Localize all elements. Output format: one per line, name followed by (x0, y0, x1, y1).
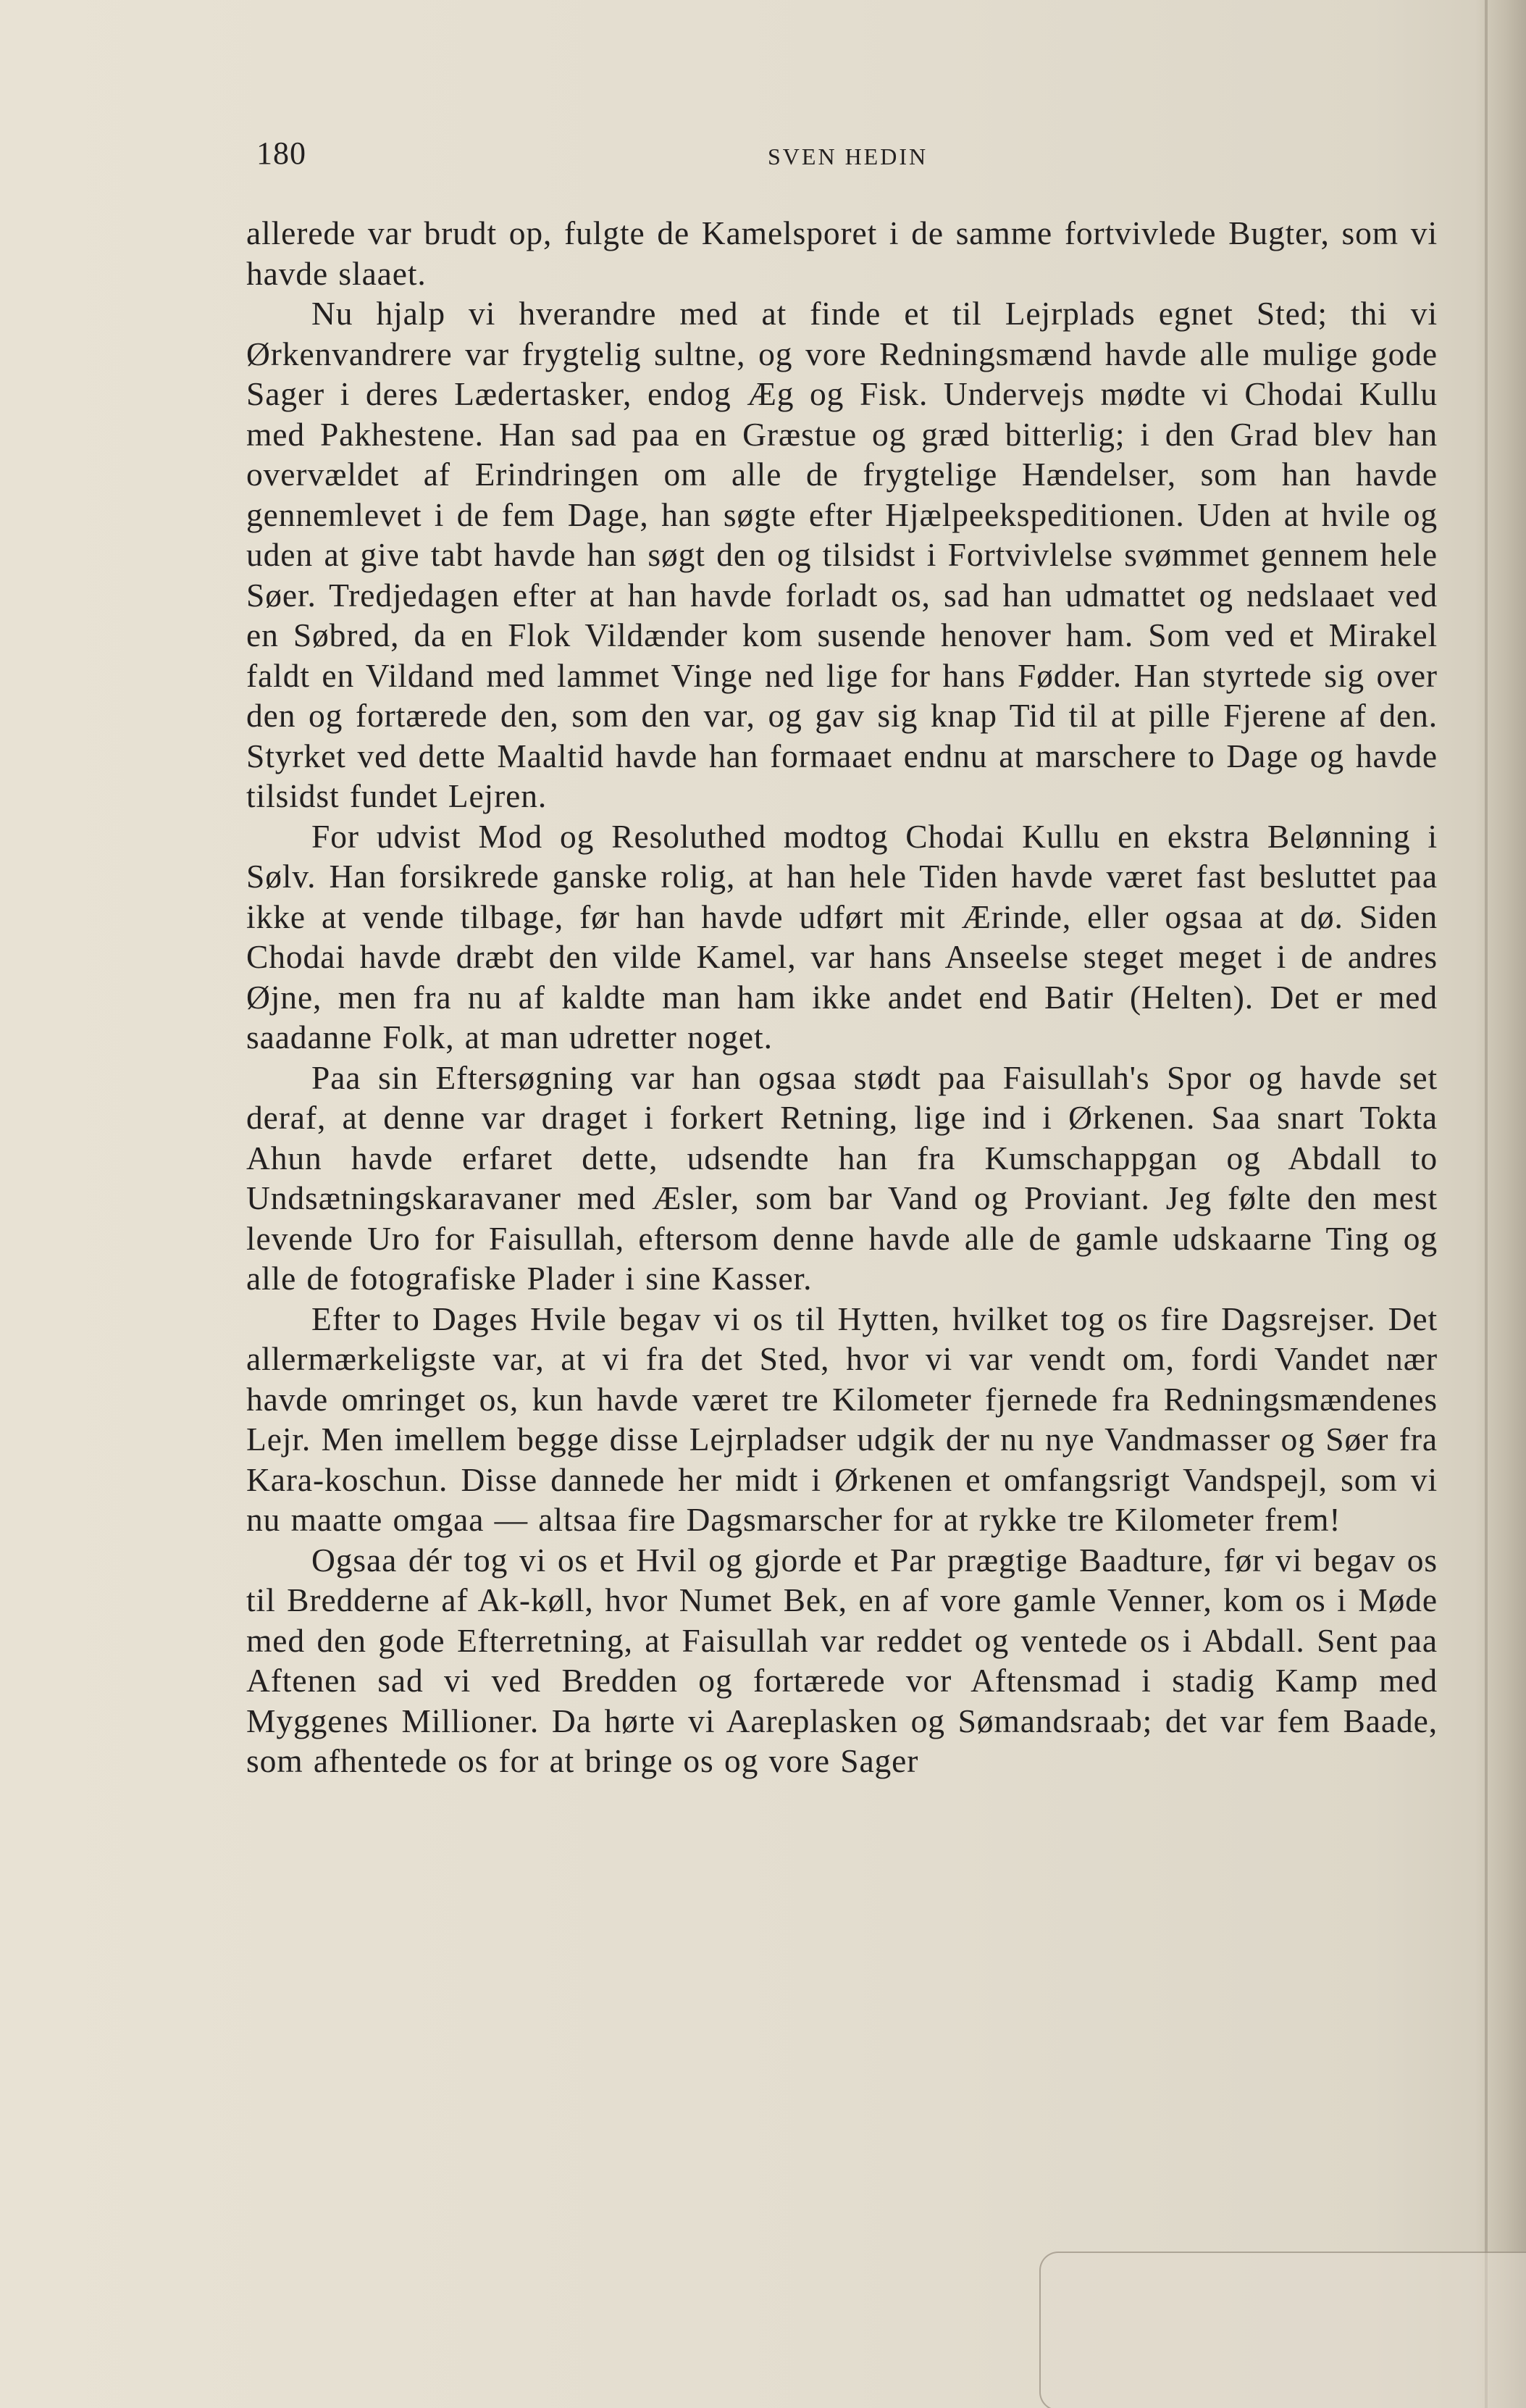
paper-slip (1039, 2252, 1526, 2408)
page-number: 180 (256, 135, 306, 171)
paragraph: Ogsaa dér tog vi os et Hvil og gjorde et Par prægtige Baadture, før vi begav os til Bredderne af Ak-køll, hvor Numet Bek, en af vore gamle Venner, kom os i Møde med den gode Efterretning, at Faisullah var reddet og ventede os i Abdall. Sent paa Aftenen sad vi ved Bredden og fortærede vor Aftensmad i stadig Kamp med Myggenes Millioner. Da hørte vi Aareplasken og Sømandsraab; det var fem Baade, som afhentede os for at bringe os og vore Sager (246, 1541, 1438, 1779)
running-head: SVEN HEDIN (768, 143, 928, 170)
body-text (246, 213, 1438, 1781)
paragraph: Paa sin Eftersøgning var han ogsaa stødt paa Faisullah's Spor og havde set deraf, at denne var draget i forkert Retning, lige ind i Ørkenen. Saa snart Tokta Ahun havde erfaret dette, udsendte han fra Kumschappgan og Abdall to Undsætningskaravaner med Æsler, som bar Vand og Proviant. Jeg følte den mest levende Uro for Faisullah, eftersom denne havde alle de gamle udskaarne Ting og alle de fotografiske Plader i sine Kasser. (246, 1058, 1438, 1297)
page-edge-shadow (1475, 0, 1526, 2408)
paragraph: Efter to Dages Hvile begav vi os til Hytten, hvilket tog os fire Dagsrejser. Det allermærkeligste var, at vi fra det Sted, hvor vi var vendt om, fordi Vandet nær havde omringet os, kun havde været tre Kilometer fjernede fra Redningsmændenes Lejr. Men imellem begge disse Lejrpladser udgik der nu nye Vandmasser og Søer fra Kara-koschun. Disse dannede her midt i Ørkenen et omfangsrigt Vandspejl, som vi nu maatte omgaa — altsaa fire Dagsmarscher for at rykke tre Kilometer frem! (246, 1300, 1438, 1538)
paragraph: Nu hjalp vi hverandre med at finde et til Lejrplads egnet Sted; thi vi Ørkenvandrere var frygtelig sultne, og vore Redningsmænd havde alle mulige gode Sager i deres Lædertasker, endog Æg og Fisk. Undervejs mødte vi Chodai Kullu med Pakhestene. Han sad paa en Græstue og græd bitterlig; i den Grad blev han overvældet af Erindringen om alle de frygtelige Hændelser, som han havde gennemlevet i de fem Dage, han søgte efter Hjælpeekspeditionen. Uden at hvile og uden at give tabt havde han søgt den og tilsidst i Fortvivlelse svømmet gennem hele Søer. Tredjedagen efter at han havde forladt os, sad han udmattet og nedslaaet ved en Søbred, da en Flok Vildænder kom susende henover ham. Som ved et Mirakel faldt en Vildand med lammet Vinge ned lige for hans Fødder. Han styrtede sig over den og fortærede den, som den var, og gav sig knap Tid til at pille Fjerene af den. Styrket ved dette Maaltid havde han formaaet endnu at marschere to Dage og havde tilsidst fundet Lejren. (246, 295, 1438, 814)
paragraph: For udvist Mod og Resoluthed modtog Chodai Kullu en ekstra Belønning i Sølv. Han forsikrede ganske rolig, at han hele Tiden havde været fast besluttet paa ikke at vende tilbage, før han havde udført mit Ærinde, eller ogsaa at dø. Siden Chodai havde dræbt den vilde Kamel, var hans Anseelse steget meget i de andres Øjne, men fra nu af kaldte man ham ikke andet end Batir (Helten). Det er med saadanne Folk, at man udretter noget. (246, 817, 1438, 1055)
paragraph: allerede var brudt op, fulgte de Kamelsporet i de samme fortvivlede Bugter, som vi havde slaaet. (246, 214, 1438, 292)
